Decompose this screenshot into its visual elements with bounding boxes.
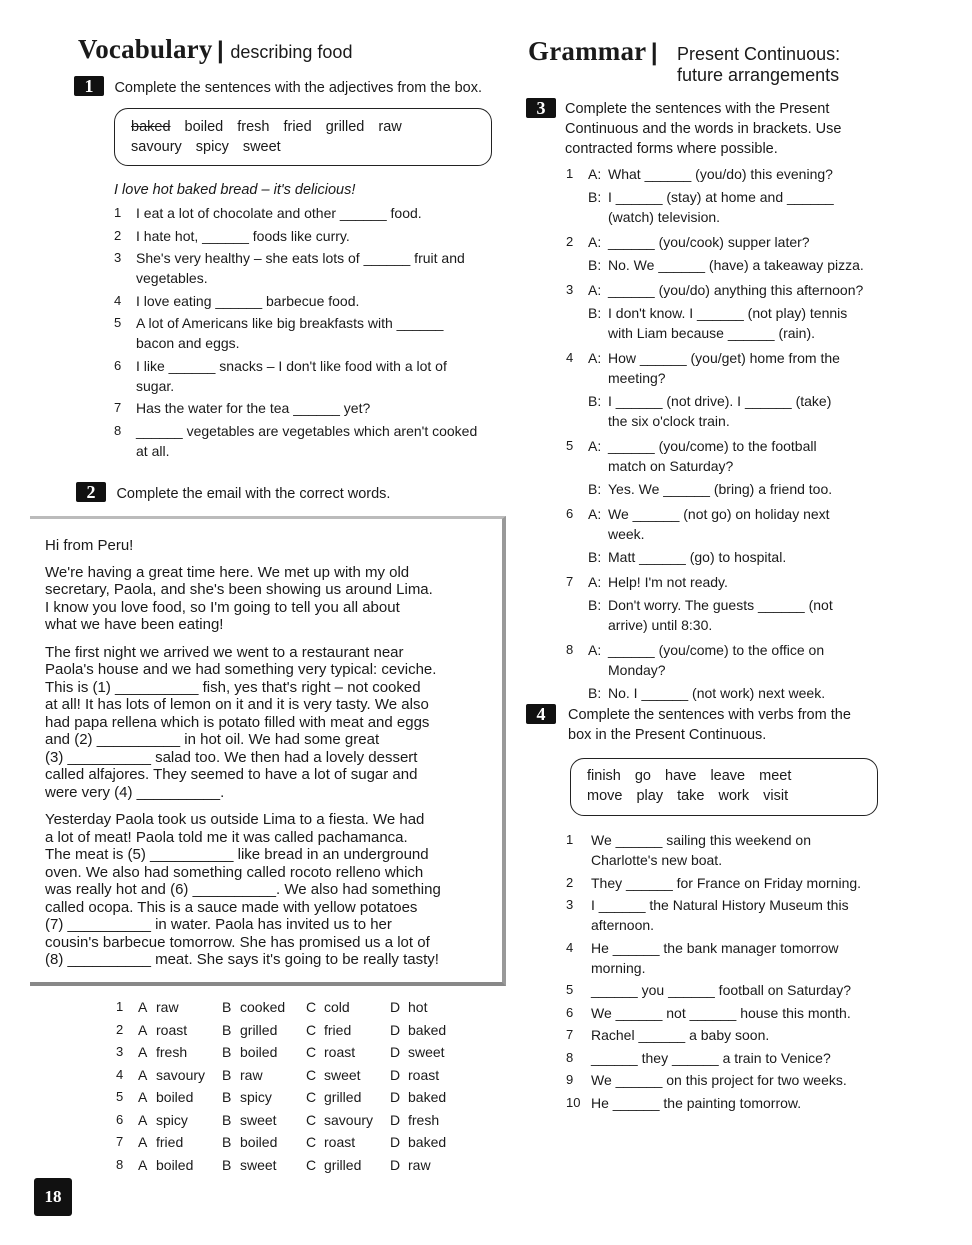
item-number: 1: [566, 832, 574, 847]
exercise-1-number: 1: [74, 76, 104, 96]
option-word: boiled: [156, 1156, 194, 1173]
item-number: 5: [566, 982, 574, 997]
speaker-label: A:: [588, 166, 602, 182]
item-number: 4: [566, 350, 574, 365]
option-word: spicy: [240, 1089, 272, 1105]
item-text: I eat a lot of chocolate and other ______ food.: [136, 205, 422, 221]
item-text: I love eating ______ barbecue food.: [136, 292, 360, 309]
vocabulary-header: [78, 34, 352, 65]
speaker-label: B:: [588, 257, 602, 273]
title-divider: |: [216, 37, 231, 64]
option-number: 1: [116, 999, 124, 1014]
dialogue-text: I ______ (stay) at home and ______: [608, 189, 834, 205]
exercise-1-item: [114, 398, 504, 418]
exercise-4-item: [566, 1093, 896, 1113]
grammar-subtitle: [677, 44, 840, 86]
speaker-label: B:: [588, 481, 602, 497]
word-box-words: [131, 117, 475, 157]
grammar-header: [528, 36, 658, 67]
email-line: were very (4) __________.: [45, 783, 225, 801]
item-number: 7: [114, 400, 122, 415]
word-box-word: baked: [131, 119, 171, 135]
email-line: and (2) __________ in hot oil. We had some great: [45, 731, 380, 748]
option-letter: C: [306, 1156, 317, 1173]
email-line: a lot of meat! Paola told me it was called pachamanca.: [45, 828, 408, 846]
option-letter: D: [390, 1134, 401, 1150]
word-box-word: have: [665, 768, 697, 784]
exercise-1-item: [114, 248, 504, 288]
option-letter: A: [138, 1066, 148, 1083]
option-letter: B: [222, 1021, 232, 1038]
word-box-word: fried: [283, 119, 312, 135]
item-text: Has the water for the tea ______ yet?: [136, 400, 371, 416]
exercise-4-item: [566, 873, 896, 893]
option-row: [116, 1064, 476, 1087]
dialogue-text: ______ (you/cook) supper later?: [608, 234, 810, 250]
option-row: [116, 1019, 476, 1042]
item-text: We ______ sailing this weekend on: [591, 832, 812, 848]
option-row: [116, 1154, 476, 1177]
item-text: I hate hot, ______ foods like curry.: [136, 227, 350, 244]
dialogue-text: arrive) until 8:30.: [608, 617, 713, 633]
dialogue-text: No. We ______ (have) a takeaway pizza.: [608, 257, 864, 273]
email-line: had papa rellena which is potato filled with meat and eggs: [45, 713, 430, 731]
option-word: roast: [156, 1021, 188, 1038]
option-letter: B: [222, 1066, 232, 1083]
exercise-4-item: [566, 1003, 896, 1023]
email-line: (3) __________ salad too. We then had a lovely dessert: [45, 748, 418, 766]
exercise-4-number: 4: [526, 704, 556, 724]
item-number: 3: [566, 282, 574, 297]
email-line: The meat is (5) __________ like bread in an underground: [45, 846, 429, 863]
option-word: sweet: [240, 1156, 277, 1173]
option-word: roast: [324, 1044, 356, 1060]
option-word: savoury: [324, 1111, 374, 1128]
email-line: at all! It has lots of lemon on it and it is very tasty. We also: [45, 696, 429, 713]
option-word: raw: [156, 999, 179, 1015]
page-number: 18: [44, 1187, 62, 1206]
option-word: cold: [324, 999, 350, 1015]
option-letter: D: [390, 1044, 401, 1060]
item-number: 6: [566, 1004, 574, 1020]
option-number: 4: [116, 1066, 124, 1082]
email-line: oven. We also had something called rocoto relleno which: [45, 863, 424, 881]
email-line: I know you love food, so I'm going to tell you all about: [45, 598, 400, 616]
item-text: I like ______ snacks – I don't like food with a lot of: [136, 357, 447, 374]
instruction-line: Complete the sentences with the Present: [565, 101, 830, 117]
email-paragraph-1: [45, 564, 494, 634]
instruction-line: Continuous and the words in brackets. Use: [565, 121, 842, 137]
item-number: 5: [566, 438, 574, 453]
word-box-word: meet: [759, 768, 792, 784]
speaker-label: A:: [588, 574, 602, 590]
item-number: 8: [566, 1049, 574, 1065]
email-line: called ocopa. This is a sauce made with yellow potatoes: [45, 898, 418, 916]
item-text: at all.: [136, 442, 170, 459]
exercise-1-item: [114, 291, 504, 311]
exercise-4-item: [566, 938, 896, 978]
exercise-1-instruction: Complete the sentences with the adjectives from the box.: [114, 80, 482, 96]
option-word: baked: [408, 1021, 447, 1038]
email-paragraph-3: [45, 811, 494, 969]
option-word: cooked: [240, 999, 286, 1015]
dialogue-text: We ______ (not go) on holiday next: [608, 506, 830, 522]
vocabulary-title: Vocabulary: [78, 34, 213, 64]
speaker-label: B:: [588, 305, 602, 321]
item-number: 9: [566, 1072, 574, 1087]
word-box-word: work: [718, 788, 750, 804]
option-row: [116, 1131, 476, 1154]
word-box-word: fresh: [237, 119, 270, 135]
speaker-label: A:: [588, 282, 602, 298]
grammar-subtitle-line-1: Present Continuous:: [677, 44, 841, 64]
option-letter: D: [390, 1156, 401, 1173]
option-word: fried: [324, 1021, 352, 1038]
option-number: 5: [116, 1089, 124, 1104]
option-row: [116, 1041, 476, 1064]
exercise-2-heading: [76, 482, 390, 504]
option-word: boiled: [156, 1089, 194, 1105]
option-letter: C: [306, 1021, 317, 1038]
speaker-label: B:: [588, 189, 602, 205]
option-letter: A: [138, 1156, 148, 1173]
speaker-label: A:: [588, 234, 602, 250]
item-text: A lot of Americans like big breakfasts with ______: [136, 315, 444, 331]
option-word: roast: [408, 1066, 440, 1083]
word-box-word: play: [636, 788, 664, 804]
option-letter: B: [222, 999, 232, 1015]
word-box-row: [131, 117, 475, 137]
dialogue-text: ______ (you/do) anything this afternoon?: [608, 282, 864, 298]
word-box-word: visit: [763, 788, 789, 804]
option-letter: D: [390, 999, 401, 1015]
item-text: ______ they ______ a train to Venice?: [591, 1049, 831, 1066]
option-letter: C: [306, 1111, 317, 1128]
item-number: 1: [114, 205, 122, 220]
item-number: 8: [566, 642, 574, 657]
item-text: He ______ the painting tomorrow.: [591, 1094, 802, 1111]
item-text: vegetables.: [136, 270, 208, 286]
word-box-word: leave: [710, 768, 746, 784]
item-number: 4: [114, 292, 122, 308]
item-number: 5: [114, 315, 122, 330]
option-word: grilled: [324, 1156, 362, 1173]
item-number: 3: [566, 897, 574, 912]
email-line: was really hot and (6) __________. We also had something: [45, 881, 441, 898]
dialogue-text: No. I ______ (not work) next week.: [608, 685, 826, 701]
exercise-4-item: [566, 980, 896, 1000]
email-line: what we have been eating!: [45, 616, 224, 633]
word-box-row: [131, 137, 475, 157]
dialogue-text: I ______ (not drive). I ______ (take): [608, 393, 832, 409]
option-number: 7: [116, 1134, 124, 1149]
dialogue-text: week.: [608, 526, 645, 542]
option-letter: C: [306, 999, 317, 1015]
option-letter: D: [390, 1021, 401, 1038]
speaker-label: B:: [588, 549, 602, 565]
item-text: He ______ the bank manager tomorrow: [591, 939, 839, 956]
instruction-line: contracted forms where possible.: [565, 141, 778, 157]
exercise-1-item: [114, 226, 504, 246]
option-letter: B: [222, 1089, 232, 1105]
exercise-4-instruction: [568, 705, 908, 745]
option-letter: C: [306, 1066, 317, 1083]
exercise-4-item: [566, 830, 896, 870]
exercise-1-heading: [74, 76, 482, 98]
option-letter: C: [306, 1089, 317, 1105]
exercise-4-item: [566, 1070, 896, 1090]
option-letter: A: [138, 1089, 148, 1105]
option-number: 6: [116, 1111, 124, 1127]
option-word: boiled: [240, 1044, 278, 1060]
item-text: We ______ on this project for two weeks.: [591, 1072, 847, 1088]
exercise-1-item: [114, 421, 504, 461]
instruction-line: box in the Present Continuous.: [568, 727, 767, 743]
email-line: The first night we arrived we went to a restaurant near: [45, 643, 404, 661]
email-line: (7) __________ in water. Paola has invited us to her: [45, 916, 392, 933]
title-divider: |: [650, 39, 658, 66]
email-line: called alfajores. They seemed to have a lot of sugar and: [45, 766, 418, 783]
email-line: cousin's barbecue tomorrow. She has promised us a lot of: [45, 933, 430, 951]
option-letter: D: [390, 1111, 401, 1128]
exercise-1-item: [114, 356, 504, 396]
word-box-row-2: [587, 786, 861, 806]
option-letter: C: [306, 1134, 317, 1150]
item-number: 6: [114, 357, 122, 373]
option-letter: A: [138, 1111, 148, 1128]
item-number: 6: [566, 506, 574, 521]
speaker-label: B:: [588, 685, 602, 701]
dialogue-text: How ______ (you/get) home from the: [608, 350, 840, 366]
option-word: spicy: [156, 1111, 188, 1128]
instruction-line: Complete the sentences with verbs from the: [568, 707, 851, 723]
option-number: 2: [116, 1021, 124, 1037]
item-number: 7: [566, 1027, 574, 1042]
email-line: We're having a great time here. We met up with my old: [45, 563, 410, 581]
option-letter: B: [222, 1134, 232, 1150]
option-letter: A: [138, 1021, 148, 1038]
dialogue-text: Matt ______ (go) to hospital.: [608, 549, 787, 565]
word-box-word: go: [634, 768, 651, 784]
option-row: [116, 1109, 476, 1132]
option-word: grilled: [324, 1089, 362, 1105]
email-line: Paola's house and we had something very typical: ceviche.: [45, 661, 437, 678]
item-number: 8: [114, 422, 122, 438]
option-word: sweet: [408, 1044, 445, 1060]
exercise-4-item: [566, 1025, 896, 1045]
grammar-title: Grammar: [528, 36, 647, 66]
speaker-label: B:: [588, 597, 602, 613]
option-word: sweet: [324, 1066, 361, 1083]
exercise-4-item: [566, 895, 896, 935]
email-box: [30, 516, 506, 986]
option-word: fried: [156, 1134, 184, 1150]
vocabulary-subtitle: describing food: [230, 42, 353, 62]
option-letter: B: [222, 1044, 232, 1060]
item-text: morning.: [591, 959, 646, 976]
exercise-1-item: [114, 203, 504, 223]
dialogue-text: match on Saturday?: [608, 458, 734, 474]
grammar-subtitle-line-2: future arrangements: [677, 65, 840, 85]
option-row: [116, 996, 476, 1019]
word-box-word: raw: [378, 119, 402, 135]
option-word: boiled: [240, 1134, 278, 1150]
exercise-1-item: [114, 313, 504, 353]
email-line: Yesterday Paola took us outside Lima to a fiesta. We had: [45, 811, 425, 828]
item-number: 7: [566, 574, 574, 589]
dialogue-text: Monday?: [608, 662, 666, 678]
option-word: raw: [240, 1066, 263, 1083]
exercise-2-instruction: Complete the email with the correct words.: [116, 486, 391, 502]
word-box-word: move: [587, 788, 623, 804]
item-number: 4: [566, 939, 574, 955]
item-text: ______ vegetables are vegetables which aren't cooked: [136, 422, 478, 439]
option-letter: A: [138, 1134, 148, 1150]
option-letter: A: [138, 1044, 148, 1060]
item-text: She's very healthy – she eats lots of ______ fruit and: [136, 250, 465, 266]
word-box-word: take: [677, 788, 705, 804]
email-line: This is (1) __________ fish, yes that's right – not cooked: [45, 678, 421, 696]
item-number: 2: [566, 874, 574, 890]
dialogue-text: What ______ (you/do) this evening?: [608, 166, 833, 182]
item-number: 2: [114, 227, 122, 243]
dialogue-text: (watch) television.: [608, 209, 721, 225]
option-letter: D: [390, 1089, 401, 1105]
option-letter: D: [390, 1066, 401, 1083]
dialogue-text: with Liam because ______ (rain).: [608, 325, 816, 341]
word-box-word: boiled: [184, 119, 224, 135]
exercise-3-number: 3: [526, 98, 556, 118]
option-word: raw: [408, 1156, 431, 1173]
item-text: sugar.: [136, 377, 175, 394]
exercise-4-item: [566, 1048, 896, 1068]
dialogue-text: Help! I'm not ready.: [608, 574, 728, 590]
word-box-word: finish: [587, 768, 621, 784]
exercise-3-instruction: [565, 99, 905, 159]
option-word: fresh: [408, 1111, 440, 1128]
option-word: fresh: [156, 1044, 188, 1060]
item-text: Rachel ______ a baby soon.: [591, 1027, 770, 1043]
option-letter: C: [306, 1044, 317, 1060]
email-line: (8) __________ meat. She says it's going to be really tasty!: [45, 951, 439, 968]
exercise-1-word-box: [114, 108, 492, 166]
option-number: 3: [116, 1044, 124, 1059]
option-word: grilled: [240, 1021, 278, 1038]
dialogue-text: Don't worry. The guests ______ (not: [608, 597, 833, 613]
speaker-label: A:: [588, 506, 602, 522]
exercise-2-options: [116, 996, 476, 1176]
option-row: [116, 1086, 476, 1109]
email-line: secretary, Paola, and she's been showing us around Lima.: [45, 581, 433, 598]
option-word: hot: [408, 999, 428, 1015]
item-text: I ______ the Natural History Museum this: [591, 897, 849, 913]
item-number: 10: [566, 1094, 581, 1110]
speaker-label: A:: [588, 438, 602, 454]
speaker-label: A:: [588, 642, 602, 658]
word-box-word: sweet: [242, 139, 281, 155]
word-box-row-1: [587, 766, 861, 786]
option-word: roast: [324, 1134, 356, 1150]
option-letter: A: [138, 999, 148, 1015]
email-paragraph-2: [45, 644, 494, 802]
word-box-word: spicy: [195, 139, 229, 155]
word-box-word: grilled: [325, 119, 365, 135]
exercise-1-example: [114, 180, 355, 200]
dialogue-text: I don't know. I ______ (not play) tennis: [608, 305, 848, 321]
item-text: They ______ for France on Friday morning.: [591, 874, 862, 891]
word-box-word: savoury: [131, 139, 182, 155]
option-number: 8: [116, 1156, 124, 1172]
option-word: baked: [408, 1134, 447, 1150]
option-letter: B: [222, 1111, 232, 1128]
exercise-2-number: 2: [76, 482, 106, 502]
item-text: Charlotte's new boat.: [591, 852, 723, 868]
option-letter: B: [222, 1156, 232, 1173]
email-greeting: Hi from Peru!: [45, 537, 134, 554]
dialogue-text: Yes. We ______ (bring) a friend too.: [608, 481, 833, 497]
speaker-label: B:: [588, 393, 602, 409]
option-word: sweet: [240, 1111, 277, 1128]
option-word: savoury: [156, 1066, 206, 1083]
item-text: bacon and eggs.: [136, 335, 240, 351]
example-sentence: I love hot baked bread – it's delicious!: [114, 182, 356, 198]
dialogue-text: the six o'clock train.: [608, 413, 730, 429]
dialogue-text: ______ (you/come) to the office on: [608, 642, 825, 658]
speaker-label: A:: [588, 350, 602, 366]
item-text: ______ you ______ football on Saturday?: [591, 982, 851, 998]
item-number: 2: [566, 234, 574, 249]
dialogue-text: ______ (you/come) to the football: [608, 438, 817, 454]
item-text: We ______ not ______ house this month.: [591, 1004, 851, 1021]
item-number: 1: [566, 166, 574, 181]
item-text: afternoon.: [591, 917, 655, 933]
item-number: 3: [114, 250, 122, 265]
option-word: baked: [408, 1089, 447, 1105]
exercise-4-word-box: [570, 758, 878, 816]
dialogue-text: meeting?: [608, 370, 666, 386]
page-number-badge: [34, 1178, 72, 1216]
